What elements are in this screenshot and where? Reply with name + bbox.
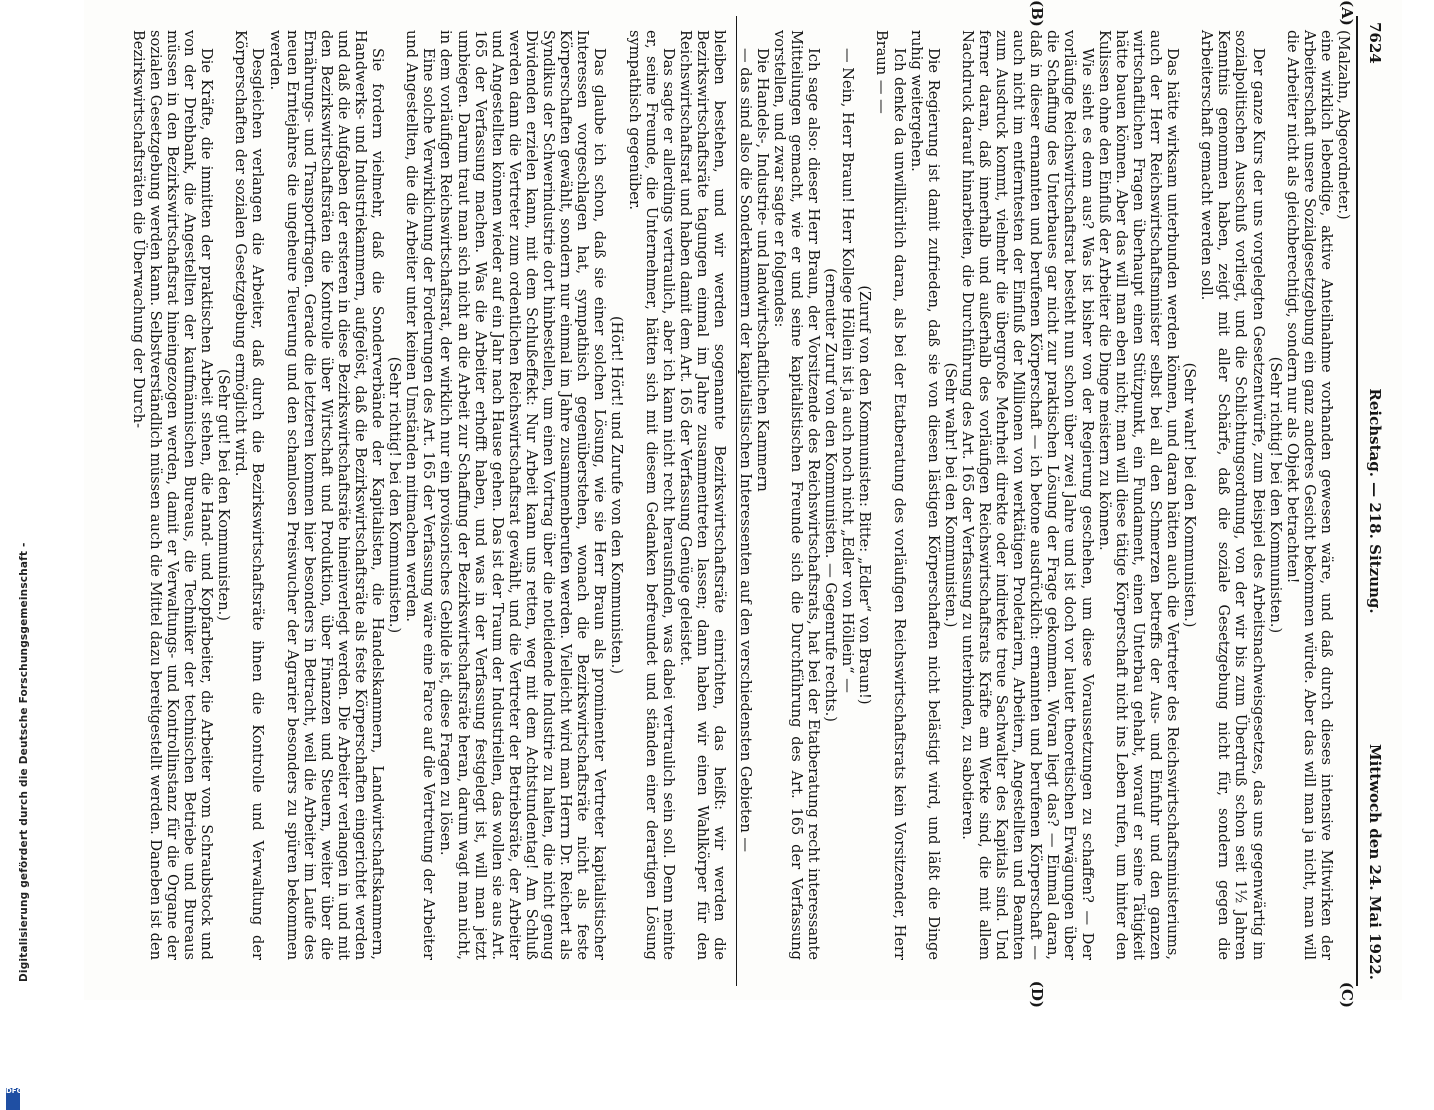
digitization-credit	[2, 120, 30, 1095]
paragraph: Ich denke da unwillkürlich daran, als bei der Etatberatung des vorläufigen Reichswirtschaftsrats kein Vorsitzender, Herr Braun — —	[873, 30, 908, 960]
text-column-left	[736, 30, 1352, 960]
interjection: (Sehr wahr! bei den Kommunisten.)	[1181, 362, 1199, 628]
paragraph: Das glaube ich schon, daß sie einer solchen Lösung, wie sie Herr Braun als prominenter Vertreter kapitalistischer Interessen vorgeschlagen hat, sympathisch gegenüberstehen, wonach die Bezirkswirtschaftsräte nicht als feste Körperschaften gewählt, sondern nur einmal im Jahre zusammenberufen werden. Vielleicht wird man Herrn Dr. Reichert als Syndikus der Schwerindustrie dort hinbestellen, um einen Vortrag über die notleidende Industrie zu halten, die nicht genug Dividenden erzielen kann, mit dem Schlußeffekt: Nur Arbeit kann uns retten, weg mit dem Achtstundentag! Am Schluß werden dann die Vertreter zum ordentlichen Reichswirtschaftsrat gewählt, und die Vertreter der Betriebsräte, der Arbeiter und Angestellten können wieder auf ein Jahr nach Hause gehen. Das ist der Traum der Industriellen, das wollen sie aus Art. 165 der Verfassung machen. Was die Arbeiter erhofft haben, und was in der Verfassung festgelegt ist, will man jetzt umbiegen. Darum traut man sich nicht an die Arbeit zur Schaffung der Bezirkswirtschaftsräte heran, darum wagt man nicht, in dem vorläufigen Reichswirtschaftsrat, der wirklich nur ein provisorisches Gebilde ist, diese Fragen zu lösen.	[437, 30, 609, 960]
interjection: (Zuruf von den Kommunisten: Bitte: „Edler“ von Braun!)	[856, 285, 874, 705]
paragraph: eine wirklich lebendige, aktive Anteilnahme vorhanden gewesen wäre, und daß durch dieses intensive Mitwirken der Arbeiterschaft unsere Sozialgesetzgebung ein ganz anderes Gesicht bekommen würde. Aber das will man ja nicht, man will die Arbeiter nicht als gleichberechtigt, sondern nur als Objekt betrachten!	[1283, 30, 1335, 960]
header-rule	[1356, 16, 1358, 986]
header-title: Reichstag. — 218. Sitzung.	[1366, 388, 1384, 614]
paragraph: Das hätte wirksam unterbunden werden können, und daran hätten auch die Vertreter des Reichswirtschaftsministeriums, auch der Herr Reichswirtschaftsminister selbst bei all den Schmerzen betreffs der Aus- und Einfuhr und den ganzen wirtschaftlichen Fragen überhaupt einen Stützpunkt, ein Fundament, einen Unterbau gehabt, worauf er seine Tätigkeit hätte bauen können. Aber das will man eben nicht; man will diese tätige Körperschaft nicht ins Leben rufen, um hinter den Kulissen ohne den Einfluß der Arbeiter die Dinge meistern zu können.	[1095, 30, 1182, 960]
paragraph: Die Kräfte, die inmitten der praktischen Arbeit stehen, die Hand- und Kopfarbeiter, die Arbeiter vom Schraubstock und von der Drehbank, die Angestellten der kaufmännischen Bureaus, die Techniker der technischen Betriebe und Bureaus müssen in den Bezirkswirtschaftsrat hineingezogen werden, damit er Verwaltungs- und Kontrollinstanz für die Organe der sozialen Gesetzgebung werden kann. Selbstverständlich müssen auch die Mittel dazu bereitgestellt werden. Daneben ist den Bezirkswirtschaftsräten die Überwachung der Durch-	[129, 30, 216, 960]
margin-marker-a: (A)	[1338, 0, 1356, 26]
paragraph: — Nein, Herr Braun! Herr Kollege Höllein ist ja auch noch nicht „Edler von Höllein“ —	[839, 48, 857, 693]
paragraph: Ich sage also: dieser Herr Braun, der Vorsitzende des Reichswirtschaftsrats, hat bei der Etatberatung recht interessante Mitteilungen gemacht, wie er und seine kapitalistischen Freunde sich die Durchführung des Art. 165 der Verfassung vorstellen, und zwar sagte er folgendes:	[770, 30, 823, 960]
dfg-logo-icon: DFG	[6, 1088, 20, 1110]
paragraph: Das sagte er allerdings vertraulich, aber ich kann nicht recht herausfinden, was dabei vertraulich sein soll. Denn meinte er, seine Freunde, die Unternehmer, hätten sich mit diesem Gedanken befreundet und ständen einer derartigen Lösung sympathisch gegenüber.	[625, 30, 677, 960]
paragraph: — das sind also die Sonderkammern der kapitalistischen Interessenten auf den verschiedensten Gebieten —	[736, 48, 754, 853]
header-date: Mittwoch den 24. Mai 1922.	[1366, 743, 1384, 980]
interjection: (Sehr wahr! bei den Kommunisten.)	[941, 362, 959, 628]
paragraph: Sie fordern vielmehr, daß die Sonderverbände der Kapitalisten, die Handelskammern, Landwirtschaftskammern, Handwerks- und Industriekammern, aufgelöst, daß die Bezirkswirtschaftsräte als feste Körperschaften eingerichtet werden und daß die Aufgaben der ersteren in diese Bezirkswirtschaftsräte hineinverlegt werden. Die Arbeiter verlangen in und mit den Bezirkswirtschaftsräten die Kontrolle über Wirtschaft und Produktion, über Finanzen und Steuern, weiter über die Ernährungs- und Transportfragen. Gerade die letzteren kommen hier besonders in Betracht, weil die Arbeiter im Laufe des neuen Erntejahres die ungeheure Teuerung und den schamlosen Preiswucher der Agrarier besonders zu spüren bekommen werden.	[266, 30, 387, 960]
interjection: (Sehr richtig! bei den Kommunisten.)	[1266, 356, 1284, 634]
paragraph: Eine solche Verwirklichung der Forderungen des Art. 165 der Verfassung wäre eine Farce auf die Vertretung der Arbeiter und Angestellten, die die Arbeiter unter keinen Umständen mitmachen werden.	[403, 30, 438, 960]
interjection: (Sehr richtig! bei den Kommunisten.)	[386, 356, 404, 634]
margin-marker-b: (B)	[1028, 0, 1046, 27]
interjection: (Sehr gut! bei den Kommunisten.)	[215, 369, 233, 621]
paragraph: Wie sieht es denn aus? Was ist bisher von der Regierung geschehen, um diese Voraussetzungen zu schaffen? — Der vorläufige Reichswirtschaftsrat besteht nun schon über zwei Jahre und ist doch vor lauter theoretischen Erwägungen über die Schaffung des Unterbaues gar nicht zur praktischen Lösung der Frage gekommen. Woran liegt das? — Einmal daran, daß in dieser ernannten und berufenen Körperschaft — ich betone ausdrücklich: ernannten und berufenen Körperschaft — auch nicht im entferntesten der Einfluß der Millionen von werktätigen Proletariern, Arbeitern, Angestellten und Beamten zum Ausdruck kommt, vielmehr die übergroße Mehrheit direkte oder indirekte treue Sachwalter des Kapitals sind. Und ferner daran, daß innerhalb und außerhalb des vorläufigen Reichswirtschaftsrats Kräfte am Werke sind, die mit allem Nachdruck darauf hinarbeiten, die Durchführung des Art. 165 der Verfassung zu unterbinden, zu sabotieren.	[958, 30, 1096, 960]
paragraph: Die Regierung ist damit zufrieden, daß sie von diesen lästigen Körperschaften nicht belästigt wird, und läßt die Dinge ruhig weitergehen.	[907, 30, 942, 960]
interjection: (Hört! Hört! und Zurufe von den Kommunisten.)	[608, 315, 626, 675]
interjection: (erneuter Zuruf von den Kommunisten. — Gegenrufe rechts.)	[822, 268, 840, 722]
paragraph: Desgleichen verlangen die Arbeiter, daß durch die Bezirkswirtschaftsräte ihnen die Kontrolle und Verwaltung der Körperschaften der sozialen Gesetzgebung ermöglicht wird.	[232, 30, 267, 960]
page-header	[1360, 16, 1386, 986]
speaker-line: (Malzahn, Abgeordneter.)	[1335, 30, 1352, 220]
credit-text: Digitalisierung gefördert durch die Deutsche Forschungsgemeinschaft -	[18, 542, 30, 982]
quotation: bleiben bestehen, und wir werden sogenannte Bezirkswirtschaftsräte einrichten, das heißt: wir werden die Bezirkswirtschaftsräte tagungen einmal im Jahre zusammentreten lassen; dann haben wir einen Wahlkörper für den Reichswirtschaftsrat und haben damit dem Art. 165 der Verfassung Genüge geleistet.	[676, 30, 728, 960]
text-column-right	[116, 30, 728, 960]
margin-marker-c: (C)	[1338, 981, 1356, 1008]
margin-marker-d: (D)	[1028, 980, 1046, 1008]
quotation: Die Handels-, Industrie- und landwirtschaftlichen Kammern	[753, 48, 771, 492]
page-number: 7624	[1366, 22, 1384, 64]
newspaper-page	[96, 0, 1386, 1008]
paragraph: Der ganze Kurs der uns vorgelegten Gesetzentwürfe, zum Beispiel des Arbeitsnachweisgesetzes, das uns gegenwärtig im sozialpolitischen Ausschuß vorliegt, und die Schlichtungsordnung, von der wir bis zum Überdruß schon seit 1½ Jahren Kenntnis genommen haben, zeigt mit aller Schärfe, daß die soziale Gesetzgebung nicht für, sondern gegen die Arbeiterschaft gemacht werden soll.	[1198, 30, 1267, 960]
